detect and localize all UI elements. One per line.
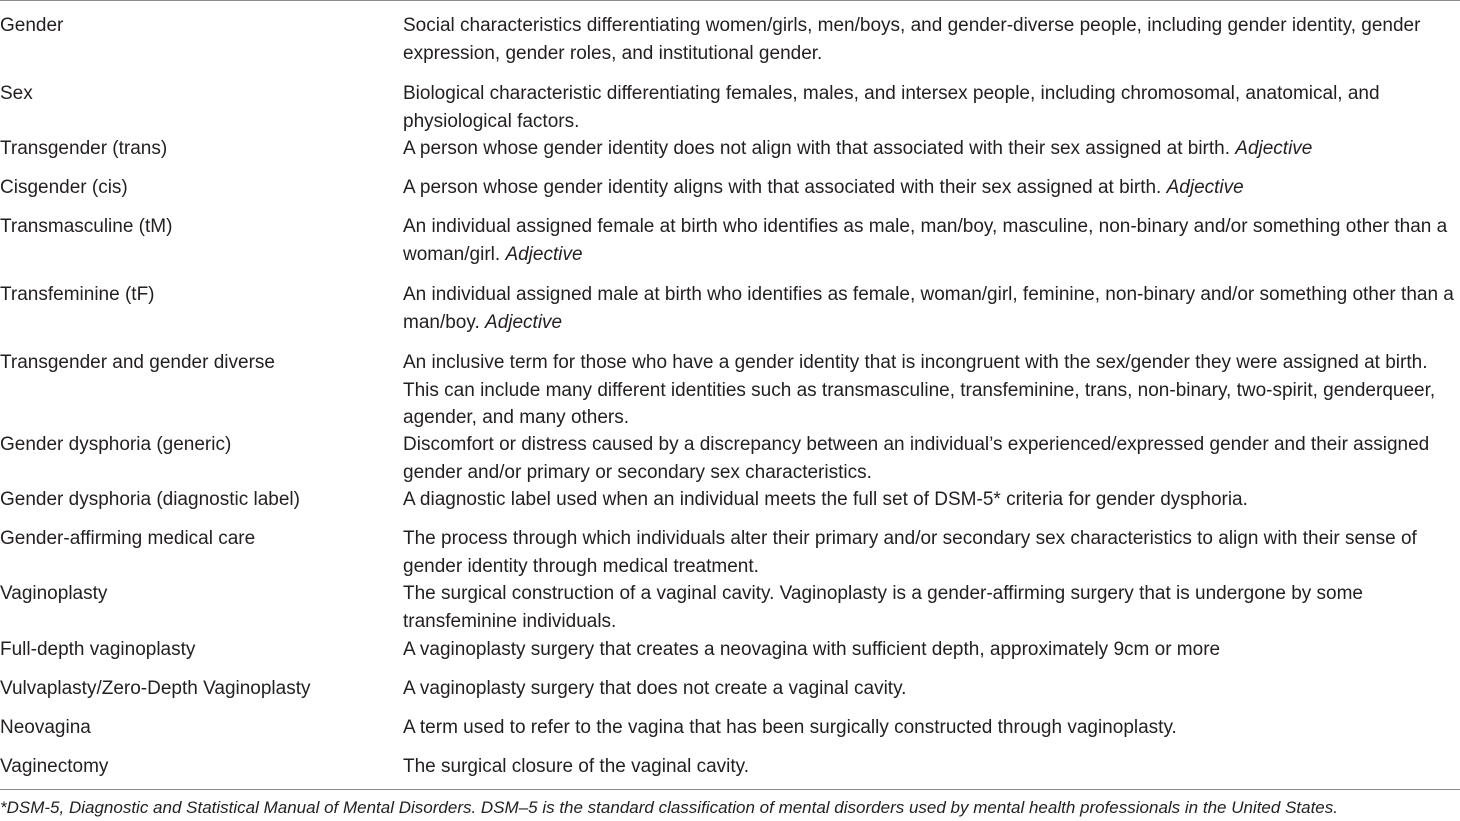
definition-text: Biological characteristic differentiating females, males, and intersex people, including chromosomal, anatomical, and physiological factors. bbox=[403, 83, 1380, 132]
definition-text: An individual assigned female at birth who identifies as male, man/boy, masculine, non-binary and/or something other than a woman/girl. bbox=[403, 216, 1448, 265]
definition-text: A term used to refer to the vagina that has been surgically constructed through vaginoplasty. bbox=[403, 717, 1177, 738]
term-cell: Gender-affirming medical care bbox=[0, 528, 256, 549]
definition-text: Discomfort or distress caused by a discrepancy between an individual’s experienced/expressed gender and their assigned gender and/or primary or secondary sex characteristics. bbox=[403, 434, 1430, 483]
term-cell: Vaginoplasty bbox=[0, 583, 108, 604]
definition-text: An individual assigned male at birth who identifies as female, woman/girl, feminine, non-binary and/or something other than a man/boy. bbox=[403, 284, 1454, 333]
definition-text: A person whose gender identity does not align with that associated with their sex assigned at birth. bbox=[403, 138, 1230, 159]
definition-cell bbox=[403, 213, 1455, 268]
adjective-tag: Adjective bbox=[485, 311, 563, 333]
definition-cell bbox=[403, 174, 1455, 202]
term-cell: Gender dysphoria (generic) bbox=[0, 434, 232, 455]
definition-cell bbox=[403, 753, 1455, 781]
definition-cell bbox=[403, 675, 1455, 703]
definition-text: The surgical closure of the vaginal cavity. bbox=[403, 756, 750, 777]
definition-text: A person whose gender identity aligns with that associated with their sex assigned at birth. bbox=[403, 177, 1162, 198]
adjective-tag: Adjective bbox=[1166, 177, 1244, 198]
definition-cell bbox=[403, 135, 1455, 163]
definition-cell bbox=[403, 281, 1455, 336]
definition-text: A diagnostic label used when an individual meets the full set of DSM-5* criteria for gender dysphoria. bbox=[403, 489, 1248, 510]
term-cell: Vaginectomy bbox=[0, 756, 109, 777]
term-cell: Cisgender (cis) bbox=[0, 177, 128, 198]
term-cell: Vulvaplasty/Zero-Depth Vaginoplasty bbox=[0, 678, 311, 699]
table-bottom-rule bbox=[0, 789, 1460, 790]
definition-cell bbox=[403, 486, 1455, 514]
definition-cell bbox=[403, 349, 1455, 432]
term-cell: Gender bbox=[0, 15, 64, 36]
term-cell: Full-depth vaginoplasty bbox=[0, 639, 196, 660]
term-cell: Neovagina bbox=[0, 717, 91, 738]
definition-text: The process through which individuals alter their primary and/or secondary sex characteristics to align with their sense of gender identity through medical treatment. bbox=[403, 528, 1417, 577]
definition-cell bbox=[403, 525, 1455, 580]
definition-cell bbox=[403, 431, 1455, 486]
definition-cell bbox=[403, 636, 1455, 664]
term-cell: Transmasculine (tM) bbox=[0, 216, 173, 237]
definition-text: A vaginoplasty surgery that does not create a vaginal cavity. bbox=[403, 678, 907, 699]
definition-cell bbox=[403, 714, 1455, 742]
definition-text: An inclusive term for those who have a gender identity that is incongruent with the sex/gender they were assigned at birth. This can include many different identities such as transmasculine, transfeminine, trans, non-binary, two-spirit, genderqueer, agender, and many others. bbox=[403, 352, 1436, 428]
table-footnote: *DSM-5, Diagnostic and Statistical Manual of Mental Disorders. DSM–5 is the standard classification of mental disorders used by mental health professionals in the United States. bbox=[0, 798, 1338, 817]
adjective-tag: Adjective bbox=[505, 243, 583, 265]
definition-cell bbox=[403, 80, 1455, 135]
term-cell: Sex bbox=[0, 83, 33, 104]
adjective-tag: Adjective bbox=[1235, 138, 1313, 159]
definition-cell bbox=[403, 580, 1455, 635]
term-cell: Gender dysphoria (diagnostic label) bbox=[0, 489, 300, 510]
definition-text: A vaginoplasty surgery that creates a neovagina with sufficient depth, approximately 9cm or more bbox=[403, 639, 1221, 660]
term-cell: Transgender (trans) bbox=[0, 138, 168, 159]
table-top-rule bbox=[0, 0, 1460, 1]
term-cell: Transfeminine (tF) bbox=[0, 284, 155, 305]
term-cell: Transgender and gender diverse bbox=[0, 352, 275, 373]
definition-text: The surgical construction of a vaginal cavity. Vaginoplasty is a gender-affirming surgery that is undergone by some transfeminine individuals. bbox=[403, 583, 1364, 632]
definition-text: Social characteristics differentiating women/girls, men/boys, and gender-diverse people, including gender identity, gender expression, gender roles, and institutional gender. bbox=[403, 15, 1421, 64]
definition-cell bbox=[403, 12, 1455, 67]
